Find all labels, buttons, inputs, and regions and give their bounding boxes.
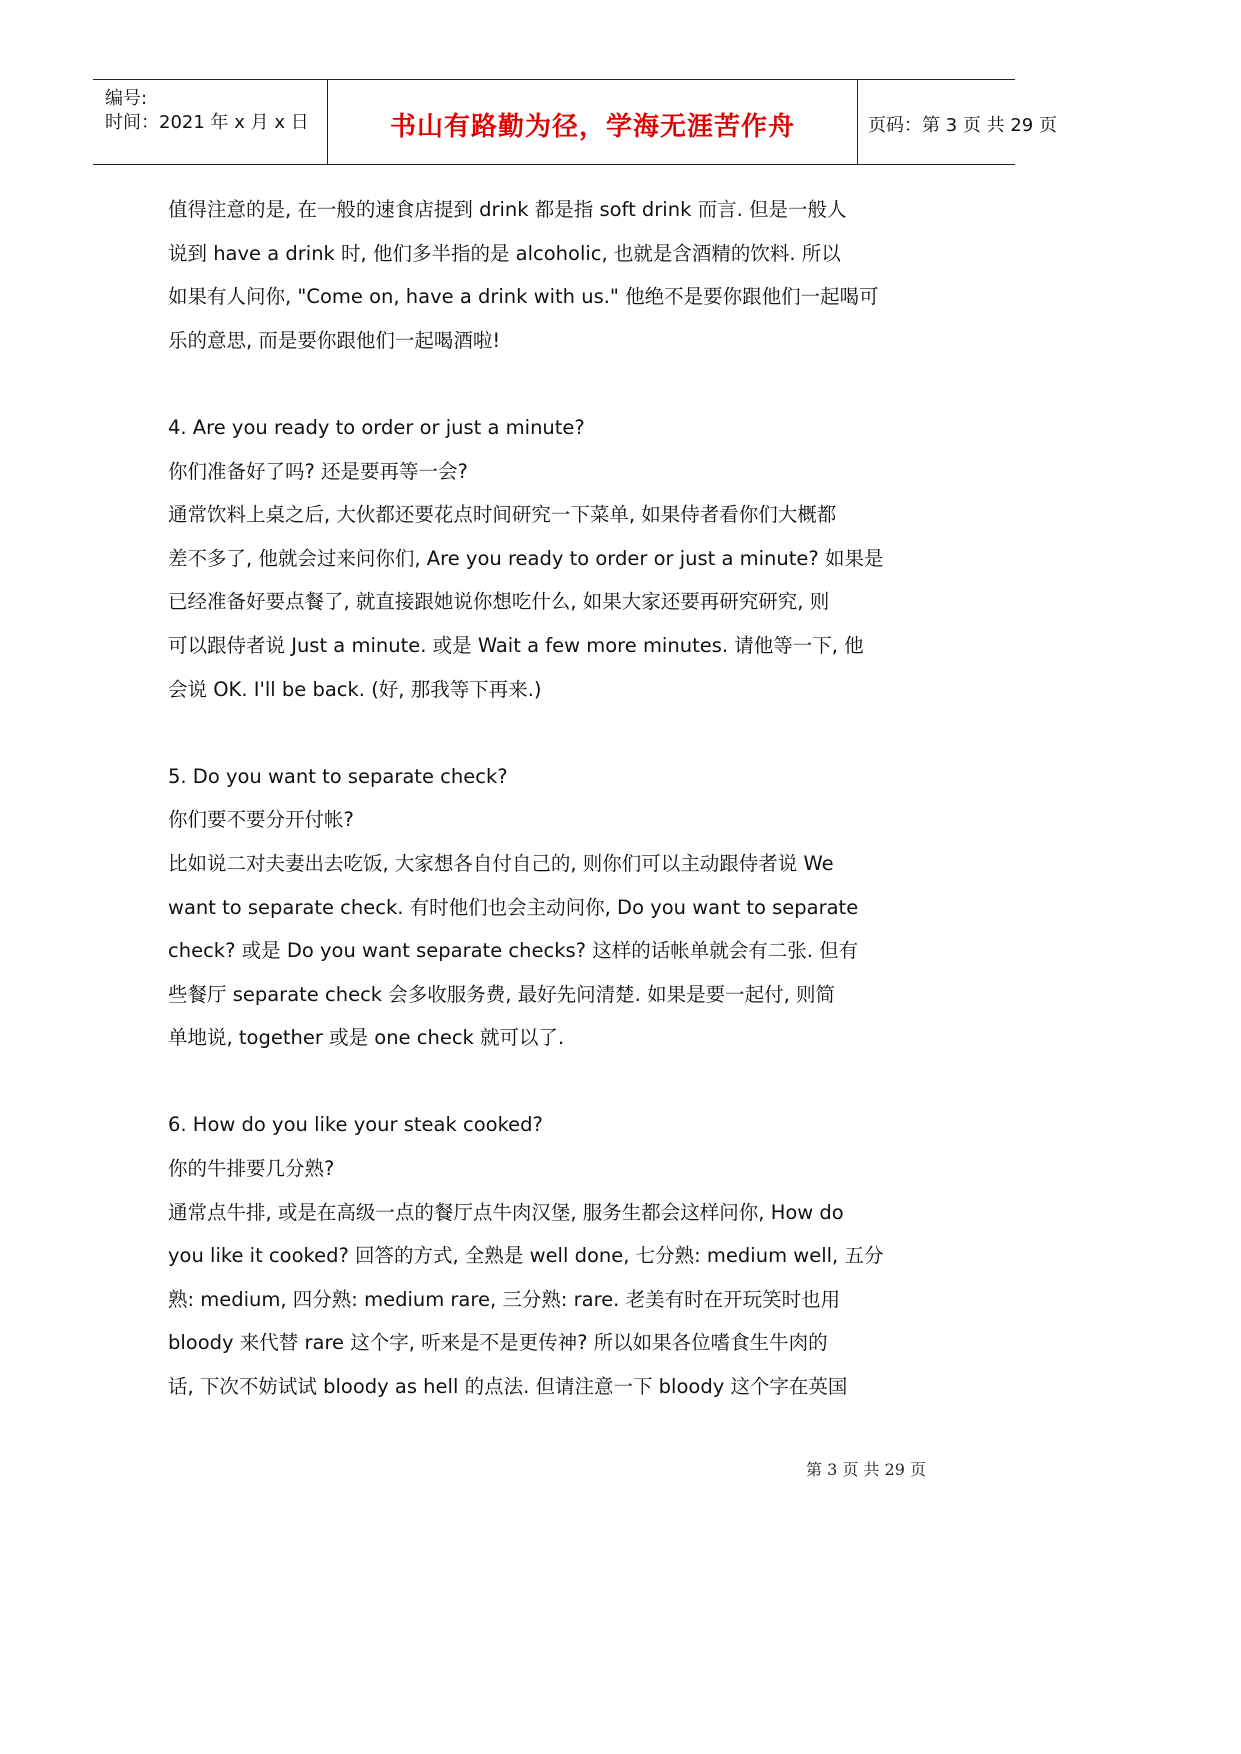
document-date-label: 时间：2021 年 x 月 x 日 [105, 112, 309, 133]
document-number-label: 编号: [105, 88, 148, 109]
body-text-line: want to separate check. 有时他们也会主动问你, Do you want to separate [168, 895, 859, 919]
body-text-line: 你的牛排要几分熟? [168, 1157, 335, 1181]
header-motto: 书山有路勤为径，学海无涯苦作舟 [389, 112, 795, 142]
body-text-line: bloody 来代替 rare 这个字, 听来是不是更传神? 所以如果各位嗜食生牛肉的 [168, 1331, 828, 1355]
body-text-line: 6. How do you like your steak cooked? [168, 1113, 543, 1137]
body-text-line: 你们要不要分开付帐? [168, 808, 354, 832]
paragraph-spacer [168, 711, 948, 755]
body-text-line: 些餐厅 separate check 会多收服务费, 最好先问清楚. 如果是要一起付, 则简 [168, 982, 835, 1006]
page-footer: 第 3 页 共 29 页 [806, 1460, 926, 1479]
body-text-line: 说到 have a drink 时, 他们多半指的是 alcoholic, 也就是含酒精的饮料. 所以 [168, 241, 841, 265]
body-text-line: 已经准备好要点餐了, 就直接跟她说你想吃什么, 如果大家还要再研究研究, 则 [168, 590, 830, 614]
body-text-line: 比如说二对夫妻出去吃饭, 大家想各自付自己的, 则你们可以主动跟侍者说 We [168, 851, 834, 875]
body-text-line: 通常饮料上桌之后, 大伙都还要花点时间研究一下菜单, 如果侍者看你们大概都 [168, 503, 837, 527]
paragraph-spacer [168, 1060, 948, 1104]
page-header [93, 79, 1057, 165]
body-text-line: 话, 下次不妨试试 bloody as hell 的点法. 但请注意一下 bloody 这个字在英国 [168, 1375, 848, 1399]
body-text-line: 通常点牛排, 或是在高级一点的餐厅点牛肉汉堡, 服务生都会这样问你, How do [168, 1200, 844, 1224]
body-text-line: 熟: medium, 四分熟: medium rare, 三分熟: rare. 老美有时在开玩笑时也用 [168, 1287, 841, 1311]
header-info-cell [93, 80, 327, 164]
body-text-line: 如果有人问你, "Come on, have a drink with us." 他绝不是要你跟他们一起喝可 [168, 285, 879, 309]
header-page-cell [858, 80, 1057, 164]
body-text-line: 差不多了, 他就会过来问你们, Are you ready to order or just a minute? 如果是 [168, 546, 884, 570]
body-text-line: 值得注意的是, 在一般的速食店提到 drink 都是指 soft drink 而言. 但是一般人 [168, 198, 847, 221]
body-text-line: 乐的意思, 而是要你跟他们一起喝酒啦! [168, 328, 501, 352]
body-text-line: 4. Are you ready to order or just a minute? [168, 415, 585, 439]
body-text-line: check? 或是 Do you want separate checks? 这样的话帐单就会有二张. 但有 [168, 939, 859, 963]
body-text-line: 单地说, together 或是 one check 就可以了. [168, 1026, 565, 1050]
body-text-line: 5. Do you want to separate check? [168, 764, 508, 788]
body-text-line: 你们准备好了吗? 还是要再等一会? [168, 459, 468, 483]
body-text-line: you like it cooked? 回答的方式, 全熟是 well done, 七分熟: medium well, 五分 [168, 1244, 884, 1268]
body-text-line: 会说 OK. I'll be back. (好, 那我等下再来.) [168, 677, 542, 701]
header-motto-cell [327, 80, 858, 164]
paragraph-spacer [168, 362, 948, 406]
body-text-line: 可以跟侍者说 Just a minute. 或是 Wait a few more minutes. 请他等一下, 他 [168, 633, 864, 657]
header-page-number: 页码：第 3 页 共 29 页 [868, 115, 1057, 136]
document-body [168, 188, 948, 1409]
